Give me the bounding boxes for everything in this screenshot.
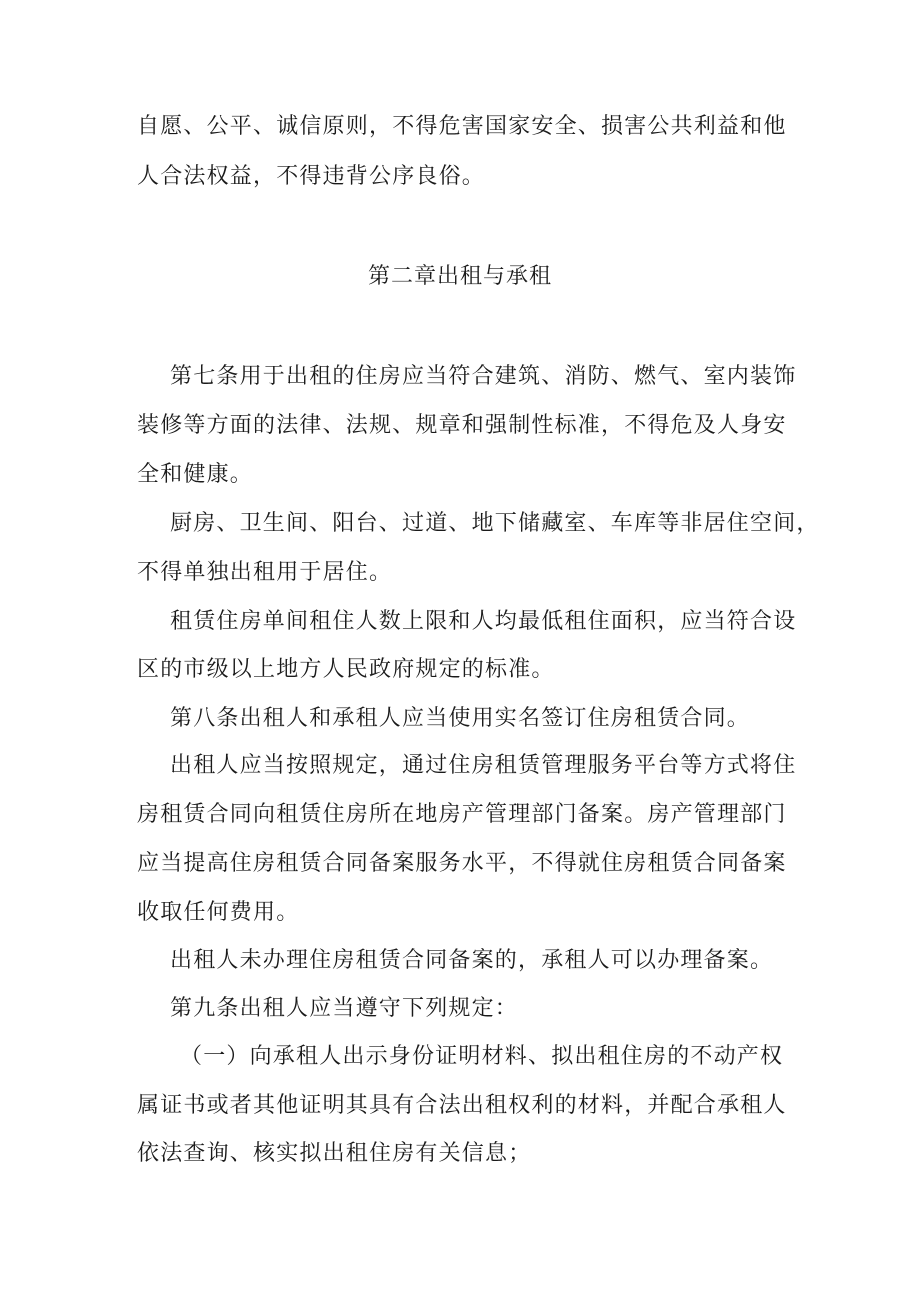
text-line: 第七条用于出租的住房应当符合建筑、消防、燃气、室内装饰 <box>170 364 797 389</box>
text-line: 出租人未办理住房租赁合同备案的，承租人可以办理备案。 <box>170 948 774 973</box>
text-line: 不得单独出租用于居住。 <box>137 560 393 585</box>
chapter-heading: 第二章出租与承租 <box>367 264 552 289</box>
text-line: 第八条出租人和承租人应当使用实名签订住房租赁合同。 <box>170 706 751 731</box>
text-line: 全和健康。 <box>137 462 254 487</box>
text-line: 装修等方面的法律、法规、规章和强制性标准，不得危及人身安 <box>137 413 787 438</box>
text-line: 自愿、公平、诚信原则，不得危害国家安全、损害公共利益和他 <box>137 114 787 139</box>
text-line: 依法查询、核实拟出租住房有关信息； <box>137 1141 532 1166</box>
text-line: 房租赁合同向租赁住房所在地房产管理部门备案。房产管理部门 <box>137 802 787 827</box>
text-line: 区的市级以上地方人民政府规定的标准。 <box>137 657 555 682</box>
text-line: 出租人应当按照规定，通过住房租赁管理服务平台等方式将住 <box>170 753 797 778</box>
text-line: 厨房、卫生间、阳台、过道、地下储藏室、车库等非居住空间， <box>170 511 820 536</box>
text-line: 第九条出租人应当遵守下列规定： <box>170 996 519 1021</box>
text-line: 应当提高住房租赁合同备案服务水平，不得就住房租赁合同备案 <box>137 851 787 876</box>
text-line: 租赁住房单间租住人数上限和人均最低租住面积，应当符合设 <box>170 609 797 634</box>
text-line: （一）向承租人出示身份证明材料、拟出租住房的不动产权 <box>180 1044 784 1069</box>
text-line: 属证书或者其他证明其具有合法出租权利的材料，并配合承租人 <box>137 1093 787 1118</box>
text-line: 收取任何费用。 <box>137 900 300 925</box>
text-line: 人合法权益，不得违背公序良俗。 <box>137 164 486 189</box>
